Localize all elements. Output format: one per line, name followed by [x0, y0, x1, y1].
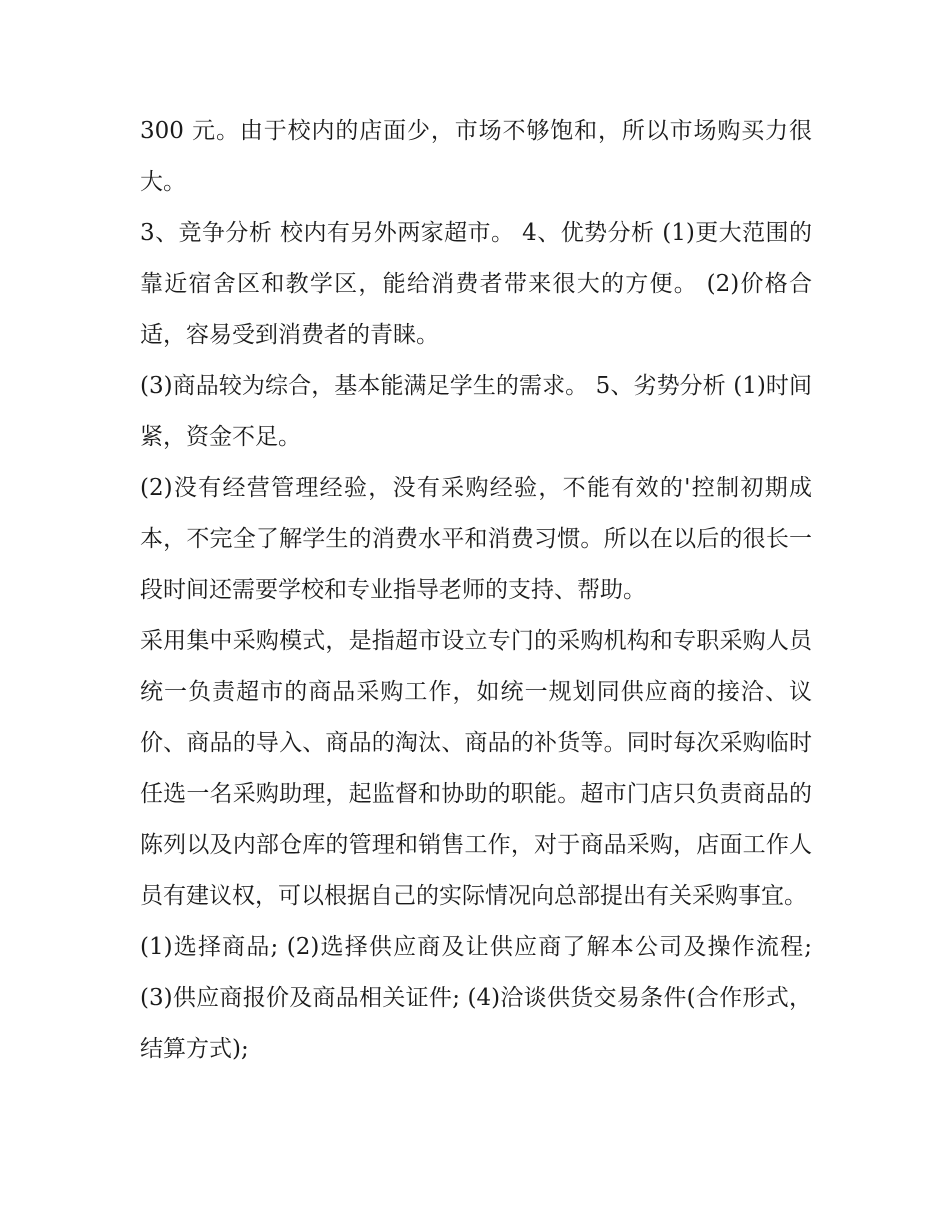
- document-body: [140, 106, 812, 1075]
- paragraph-weaknesses: (3)商品较为综合，基本能满足学生的需求。 5、劣势分析 (1)时间紧，资金不足。: [140, 373, 812, 450]
- paragraph-competition-and-strengths: 3、竞争分析 校内有另外两家超市。 4、优势分析 (1)更大范围的靠近宿舍区和教学区，能给消费者带来很大的方便。 (2)价格合适，容易受到消费者的青睐。: [140, 220, 812, 348]
- paragraph-purchasing-steps: (1)选择商品; (2)选择供应商及让供应商了解本公司及操作流程; (3)供应商报价及商品相关证件; (4)洽谈供货交易条件(合作形式，结算方式);: [140, 934, 812, 1062]
- paragraph-centralized-purchasing: 采用集中采购模式，是指超市设立专门的采购机构和专职采购人员统一负责超市的商品采购工作，如统一规划同供应商的接洽、议价、商品的导入、商品的淘汰、商品的补货等。同时每次采购临时任选一名采购助理，起监督和协助的职能。超市门店只负责商品的陈列以及内部仓库的管理和销售工作，对于商品采购，店面工作人员有建议权，可以根据自己的实际情况向总部提出有关采购事宜。: [140, 628, 812, 909]
- paragraph-management-experience: (2)没有经营管理经验，没有采购经验，不能有效的'控制初期成本，不完全了解学生的消费水平和消费习惯。所以在以后的很长一段时间还需要学校和专业指导老师的支持、帮助。: [140, 475, 812, 603]
- paragraph-market-purchasing-power: 300 元。由于校内的店面少，市场不够饱和，所以市场购买力很大。: [140, 118, 812, 195]
